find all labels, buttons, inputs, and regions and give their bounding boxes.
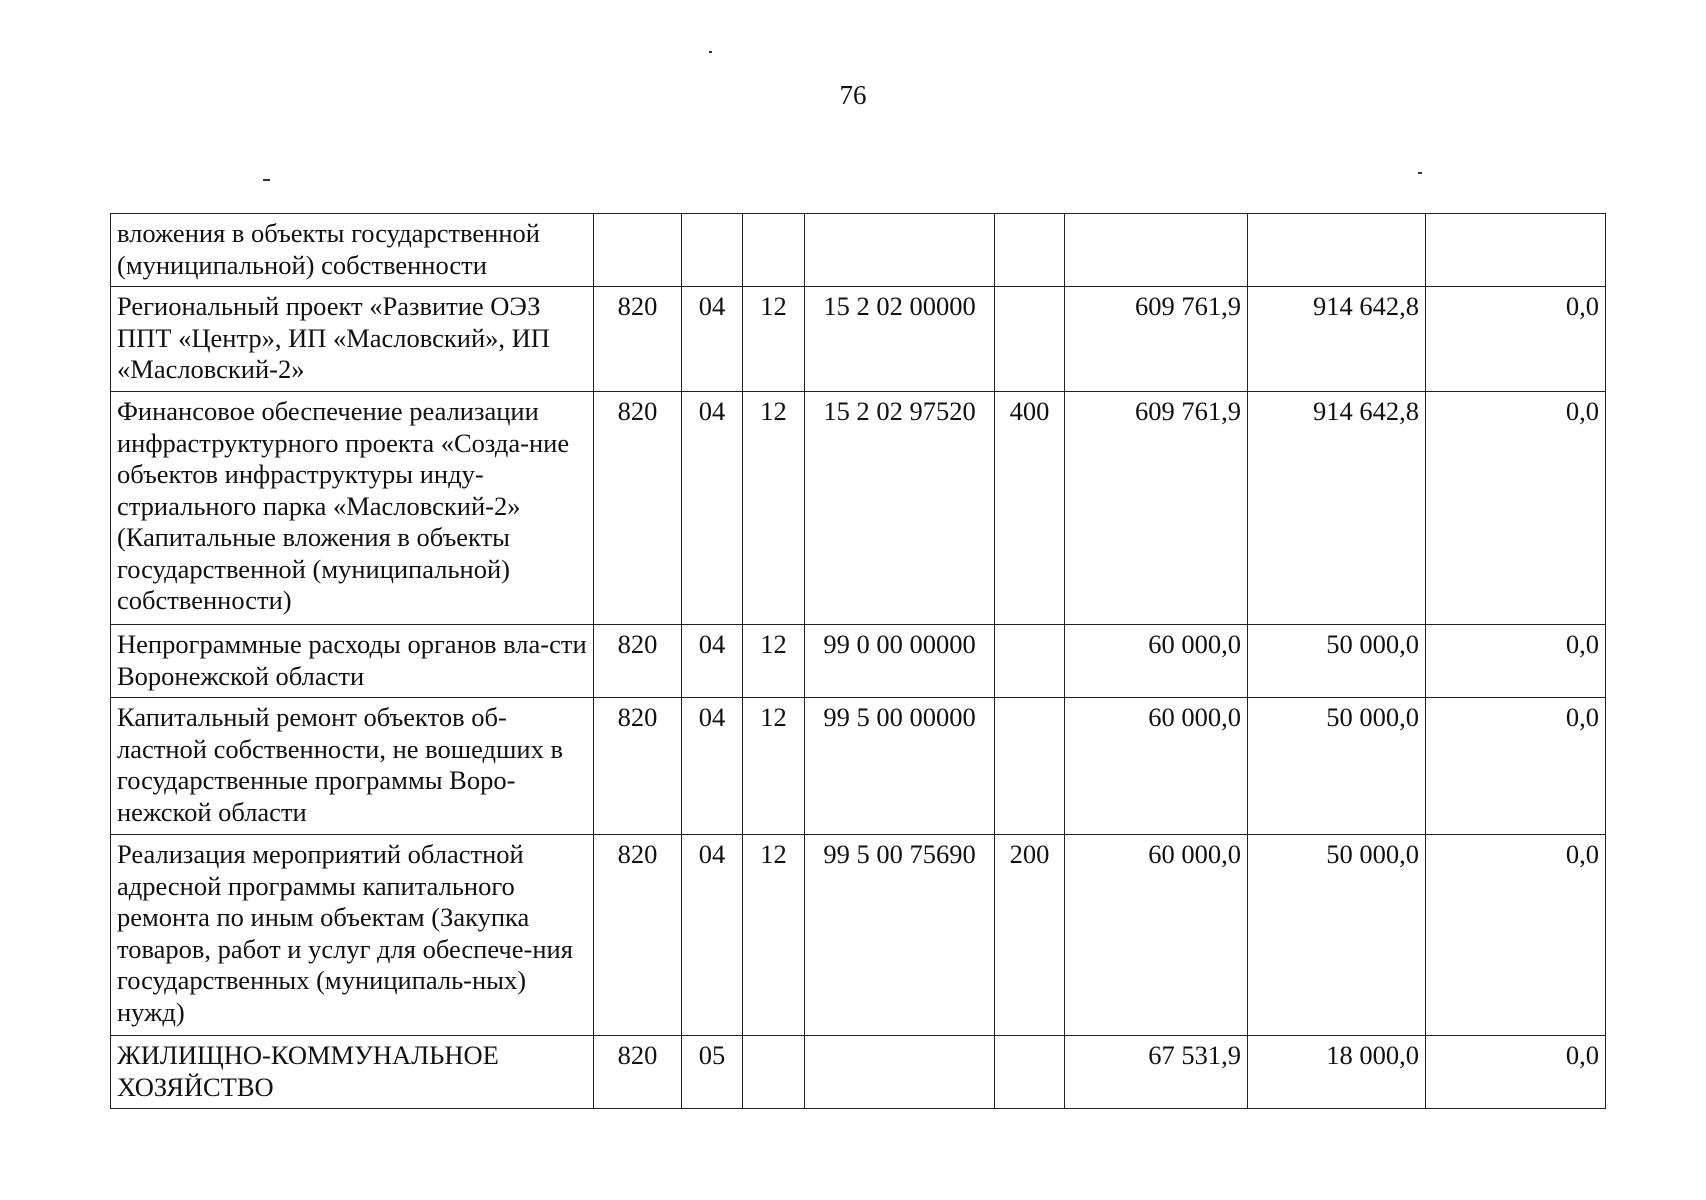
expense-name: Непрограммные расходы органов вла-сти Воронежской области bbox=[111, 625, 594, 698]
amount-year-3 bbox=[1426, 214, 1606, 287]
csr-code: 15 2 02 97520 bbox=[805, 392, 995, 625]
pr-code: 12 bbox=[743, 392, 805, 625]
grbs-code: 820 bbox=[594, 625, 682, 698]
amount-year-3: 0,0 bbox=[1426, 392, 1606, 625]
amount-year-1: 67 531,9 bbox=[1065, 1036, 1248, 1109]
vr-code bbox=[995, 625, 1065, 698]
expense-name: ЖИЛИЩНО-КОММУНАЛЬНОЕ ХОЗЯЙСТВО bbox=[111, 1036, 594, 1109]
amount-year-1: 60 000,0 bbox=[1065, 835, 1248, 1036]
table-row bbox=[111, 287, 1606, 392]
csr-code: 99 5 00 75690 bbox=[805, 835, 995, 1036]
scan-speck bbox=[709, 51, 712, 53]
expense-name: вложения в объекты государственной (муниципальной) собственности bbox=[111, 214, 594, 287]
expense-name: Реализация мероприятий областной адресной программы капитального ремонта по иным объектам (Закупка товаров, работ и услуг для обеспече-ния государственных (муниципаль-ных) нужд) bbox=[111, 835, 594, 1036]
amount-year-2: 50 000,0 bbox=[1248, 625, 1426, 698]
page-number: 76 bbox=[839, 80, 867, 110]
budget-table bbox=[110, 213, 1606, 1109]
grbs-code: 820 bbox=[594, 1036, 682, 1109]
rz-code: 04 bbox=[682, 625, 743, 698]
table-row bbox=[111, 835, 1606, 1036]
grbs-code bbox=[594, 214, 682, 287]
grbs-code: 820 bbox=[594, 392, 682, 625]
rz-code: 04 bbox=[682, 392, 743, 625]
amount-year-1: 60 000,0 bbox=[1065, 698, 1248, 835]
vr-code: 200 bbox=[995, 835, 1065, 1036]
amount-year-3: 0,0 bbox=[1426, 835, 1606, 1036]
table-row bbox=[111, 625, 1606, 698]
csr-code bbox=[805, 1036, 995, 1109]
rz-code: 05 bbox=[682, 1036, 743, 1109]
scan-speck bbox=[263, 179, 270, 181]
pr-code: 12 bbox=[743, 698, 805, 835]
csr-code: 99 0 00 00000 bbox=[805, 625, 995, 698]
amount-year-1: 60 000,0 bbox=[1065, 625, 1248, 698]
amount-year-2: 914 642,8 bbox=[1248, 287, 1426, 392]
vr-code bbox=[995, 287, 1065, 392]
amount-year-2: 18 000,0 bbox=[1248, 1036, 1426, 1109]
vr-code bbox=[995, 214, 1065, 287]
csr-code: 15 2 02 00000 bbox=[805, 287, 995, 392]
vr-code bbox=[995, 698, 1065, 835]
amount-year-2 bbox=[1248, 214, 1426, 287]
amount-year-3: 0,0 bbox=[1426, 625, 1606, 698]
amount-year-2: 50 000,0 bbox=[1248, 698, 1426, 835]
grbs-code: 820 bbox=[594, 698, 682, 835]
rz-code: 04 bbox=[682, 835, 743, 1036]
grbs-code: 820 bbox=[594, 835, 682, 1036]
expense-name: Региональный проект «Развитие ОЭЗ ППТ «Центр», ИП «Масловский», ИП «Масловский-2» bbox=[111, 287, 594, 392]
pr-code: 12 bbox=[743, 835, 805, 1036]
pr-code bbox=[743, 214, 805, 287]
rz-code: 04 bbox=[682, 287, 743, 392]
amount-year-2: 50 000,0 bbox=[1248, 835, 1426, 1036]
pr-code: 12 bbox=[743, 625, 805, 698]
scan-speck bbox=[1418, 172, 1422, 174]
pr-code: 12 bbox=[743, 287, 805, 392]
amount-year-1: 609 761,9 bbox=[1065, 392, 1248, 625]
table-row bbox=[111, 392, 1606, 625]
amount-year-3: 0,0 bbox=[1426, 287, 1606, 392]
rz-code: 04 bbox=[682, 698, 743, 835]
vr-code bbox=[995, 1036, 1065, 1109]
table-row bbox=[111, 698, 1606, 835]
rz-code bbox=[682, 214, 743, 287]
amount-year-1: 609 761,9 bbox=[1065, 287, 1248, 392]
amount-year-3: 0,0 bbox=[1426, 1036, 1606, 1109]
expense-name: Финансовое обеспечение реализации инфраструктурного проекта «Созда-ние объектов инфраструктуры инду-стриального парка «Масловский-2» (Капитальные вложения в объекты государственной (муниципальной) собственности) bbox=[111, 392, 594, 625]
amount-year-3: 0,0 bbox=[1426, 698, 1606, 835]
pr-code bbox=[743, 1036, 805, 1109]
table-row bbox=[111, 214, 1606, 287]
csr-code: 99 5 00 00000 bbox=[805, 698, 995, 835]
csr-code bbox=[805, 214, 995, 287]
expense-name: Капитальный ремонт объектов об-ластной собственности, не вошедших в государственные программы Воро-нежской области bbox=[111, 698, 594, 835]
amount-year-1 bbox=[1065, 214, 1248, 287]
amount-year-2: 914 642,8 bbox=[1248, 392, 1426, 625]
grbs-code: 820 bbox=[594, 287, 682, 392]
table-row bbox=[111, 1036, 1606, 1109]
vr-code: 400 bbox=[995, 392, 1065, 625]
